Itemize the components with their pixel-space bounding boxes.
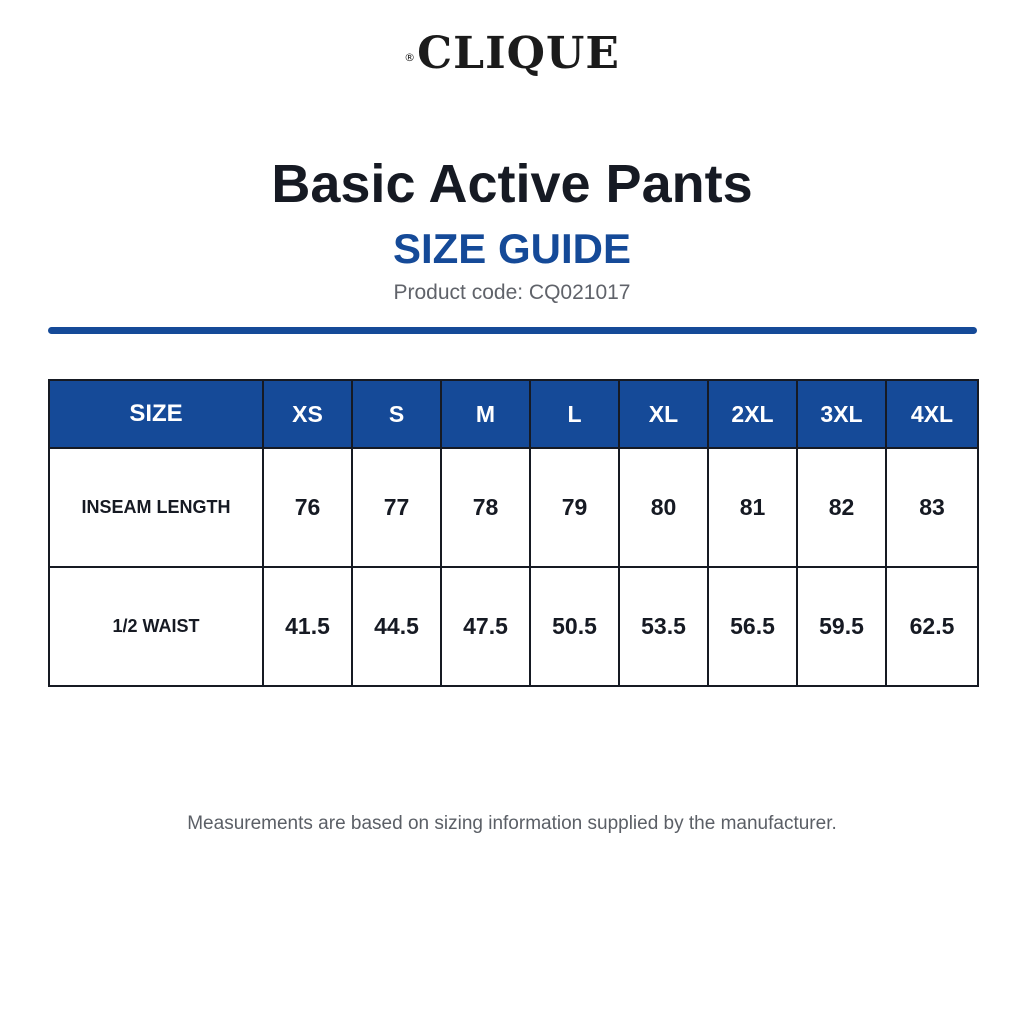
size-table (48, 379, 979, 687)
table-cell: 53.5 (619, 567, 708, 686)
divider-rule (48, 327, 977, 334)
size-header: 3XL (797, 380, 886, 448)
table-cell: 78 (441, 448, 530, 567)
table-cell: 41.5 (263, 567, 352, 686)
table-cell: 59.5 (797, 567, 886, 686)
size-header: S (352, 380, 441, 448)
size-header: 2XL (708, 380, 797, 448)
table-cell: 79 (530, 448, 619, 567)
table-cell: 80 (619, 448, 708, 567)
size-header: XS (263, 380, 352, 448)
corner-label: SIZE (49, 380, 263, 448)
table-cell: 56.5 (708, 567, 797, 686)
size-header: 4XL (886, 380, 978, 448)
page-title: Basic Active Pants (271, 154, 753, 214)
table-cell: 82 (797, 448, 886, 567)
table-cell: 83 (886, 448, 978, 567)
size-header: XL (619, 380, 708, 448)
table-cell: 50.5 (530, 567, 619, 686)
table-row (49, 567, 978, 686)
footnote: Measurements are based on sizing information supplied by the manufacturer. (187, 813, 837, 834)
table-cell: 62.5 (886, 567, 978, 686)
brand-logo-text: CLIQUE (417, 28, 620, 79)
table-row (49, 448, 978, 567)
table-cell: 47.5 (441, 567, 530, 686)
table-cell: 44.5 (352, 567, 441, 686)
table-cell: 77 (352, 448, 441, 567)
row-label-waist: 1/2 WAIST (49, 567, 263, 686)
size-header: L (530, 380, 619, 448)
page-subtitle: SIZE GUIDE (392, 225, 632, 272)
size-header: M (441, 380, 530, 448)
registered-mark: ® (404, 51, 417, 64)
row-label-inseam: INSEAM LENGTH (49, 448, 263, 567)
table-cell: 76 (263, 448, 352, 567)
table-cell: 81 (708, 448, 797, 567)
product-code: Product code: CQ021017 (393, 281, 631, 304)
header-row (49, 380, 978, 448)
brand-logo (0, 26, 1024, 82)
